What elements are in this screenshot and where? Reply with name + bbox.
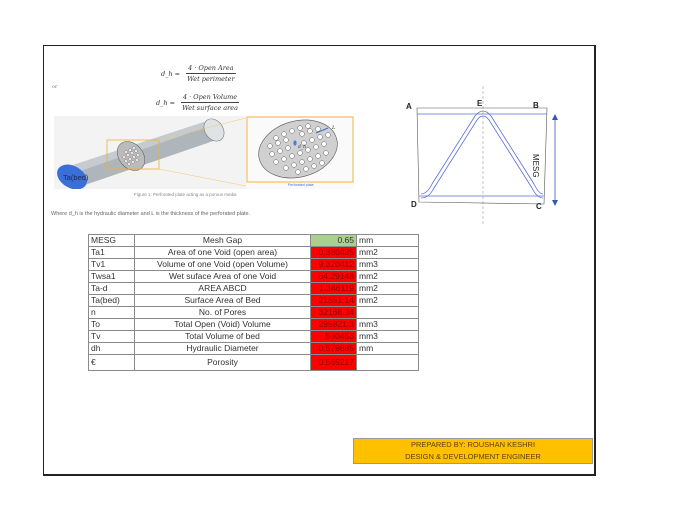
symbol-cell[interactable]: Tv1: [89, 259, 135, 271]
symbol-cell[interactable]: Tv: [89, 331, 135, 343]
unit-cell[interactable]: mm3: [357, 259, 419, 271]
value-cell[interactable]: 0.579885: [311, 343, 357, 355]
symbol-cell[interactable]: n: [89, 307, 135, 319]
unit-cell[interactable]: mm2: [357, 283, 419, 295]
symbol-cell[interactable]: Ta1: [89, 247, 135, 259]
table-row: [89, 247, 419, 259]
point-c-label: C: [536, 202, 542, 211]
unit-cell[interactable]: mm2: [357, 295, 419, 307]
value-cell[interactable]: 1.346119: [311, 283, 357, 295]
numerator: 4 · Open Area: [188, 64, 234, 72]
symbol-cell[interactable]: To: [89, 319, 135, 331]
formula-lhs: d_h =: [161, 69, 181, 78]
symbol-cell[interactable]: Ta-d: [89, 283, 135, 295]
figure-caption: Figure 1: Perforated plate acting as a porous media: [134, 192, 237, 197]
description-cell[interactable]: No. of Pores: [135, 307, 311, 319]
value-cell[interactable]: 299821.3: [311, 319, 357, 331]
mesh-gap-diagram: [399, 86, 569, 226]
value-cell[interactable]: 21651.14: [311, 295, 357, 307]
table-row: [89, 355, 419, 371]
table-row: [89, 295, 419, 307]
description-cell[interactable]: Wet suface Area of one Void: [135, 271, 311, 283]
worksheet-page: [43, 45, 596, 476]
job-title-text: DESIGN & DEVELOPMENT ENGINEER: [405, 452, 541, 461]
numerator: 4 · Open Volume: [182, 93, 238, 101]
table-row: [89, 271, 419, 283]
prepared-by-banner: [353, 438, 593, 464]
unit-cell[interactable]: mm2: [357, 271, 419, 283]
diameter-symbol: d_h: [298, 145, 307, 150]
point-d-label: D: [411, 200, 417, 209]
description-cell[interactable]: AREA ABCD: [135, 283, 311, 295]
perforated-plate-figure: [54, 116, 354, 189]
description-cell[interactable]: Mesh Gap: [135, 235, 311, 247]
unit-cell[interactable]: [357, 307, 419, 319]
figure-note: Where d_h is the hydraulic diameter and L is the thickness of the perforated plate.: [51, 211, 251, 217]
table-row: [89, 259, 419, 271]
point-e-label: E: [477, 99, 483, 108]
value-cell[interactable]: 64.29148: [311, 271, 357, 283]
value-cell[interactable]: 0.380425: [311, 247, 357, 259]
value-cell[interactable]: 530453: [311, 331, 357, 343]
value-cell[interactable]: 0.65: [311, 235, 357, 247]
plate-label: Perforated plate: [288, 183, 314, 187]
thickness-symbol: L: [332, 125, 336, 131]
fraction: [185, 64, 236, 83]
symbol-cell[interactable]: Twsa1: [89, 271, 135, 283]
unit-cell[interactable]: mm3: [357, 319, 419, 331]
symbol-cell[interactable]: dh: [89, 343, 135, 355]
table-row: [89, 331, 419, 343]
symbol-cell[interactable]: €: [89, 355, 135, 371]
unit-cell[interactable]: mm2: [357, 247, 419, 259]
formula-open-volume: [156, 93, 240, 112]
description-cell[interactable]: Hydraulic Diameter: [135, 343, 311, 355]
table-row: [89, 235, 419, 247]
description-cell[interactable]: Surface Area of Bed: [135, 295, 311, 307]
unit-cell[interactable]: mm: [357, 235, 419, 247]
table-row: [89, 307, 419, 319]
symbol-cell[interactable]: Ta(bed): [89, 295, 135, 307]
denominator: Wet perimeter: [187, 75, 235, 83]
value-cell[interactable]: 9.320412: [311, 259, 357, 271]
symbol-cell[interactable]: MESG: [89, 235, 135, 247]
formula-open-area: [161, 64, 237, 83]
cylinder-label: Ta(bed): [63, 173, 89, 182]
cylinder-illustration: [54, 116, 354, 189]
table-row: [89, 283, 419, 295]
point-b-label: B: [533, 101, 539, 110]
prepared-by-text: PREPARED BY: ROUSHAN KESHRI: [410, 440, 536, 449]
mesg-dimension-label: MESG: [531, 154, 540, 178]
unit-cell[interactable]: [357, 355, 419, 371]
point-a-label: A: [406, 102, 412, 111]
table-row: [89, 319, 419, 331]
unit-cell[interactable]: mm: [357, 343, 419, 355]
description-cell[interactable]: Total Open (Void) Volume: [135, 319, 311, 331]
unit-cell[interactable]: mm3: [357, 331, 419, 343]
description-cell[interactable]: Porosity: [135, 355, 311, 371]
value-cell[interactable]: 32168.24: [311, 307, 357, 319]
description-cell[interactable]: Total Volume of bed: [135, 331, 311, 343]
formula-lhs: d_h =: [156, 98, 176, 107]
description-cell[interactable]: Area of one Void (open area): [135, 247, 311, 259]
table-row: [89, 343, 419, 355]
fraction: [180, 93, 240, 112]
denominator: Wet surface area: [182, 104, 238, 112]
or-label: or: [52, 84, 58, 90]
mesh-calculation-table: [88, 234, 419, 371]
value-cell[interactable]: 0.565217: [311, 355, 357, 371]
description-cell[interactable]: Volume of one Void (open Volume): [135, 259, 311, 271]
